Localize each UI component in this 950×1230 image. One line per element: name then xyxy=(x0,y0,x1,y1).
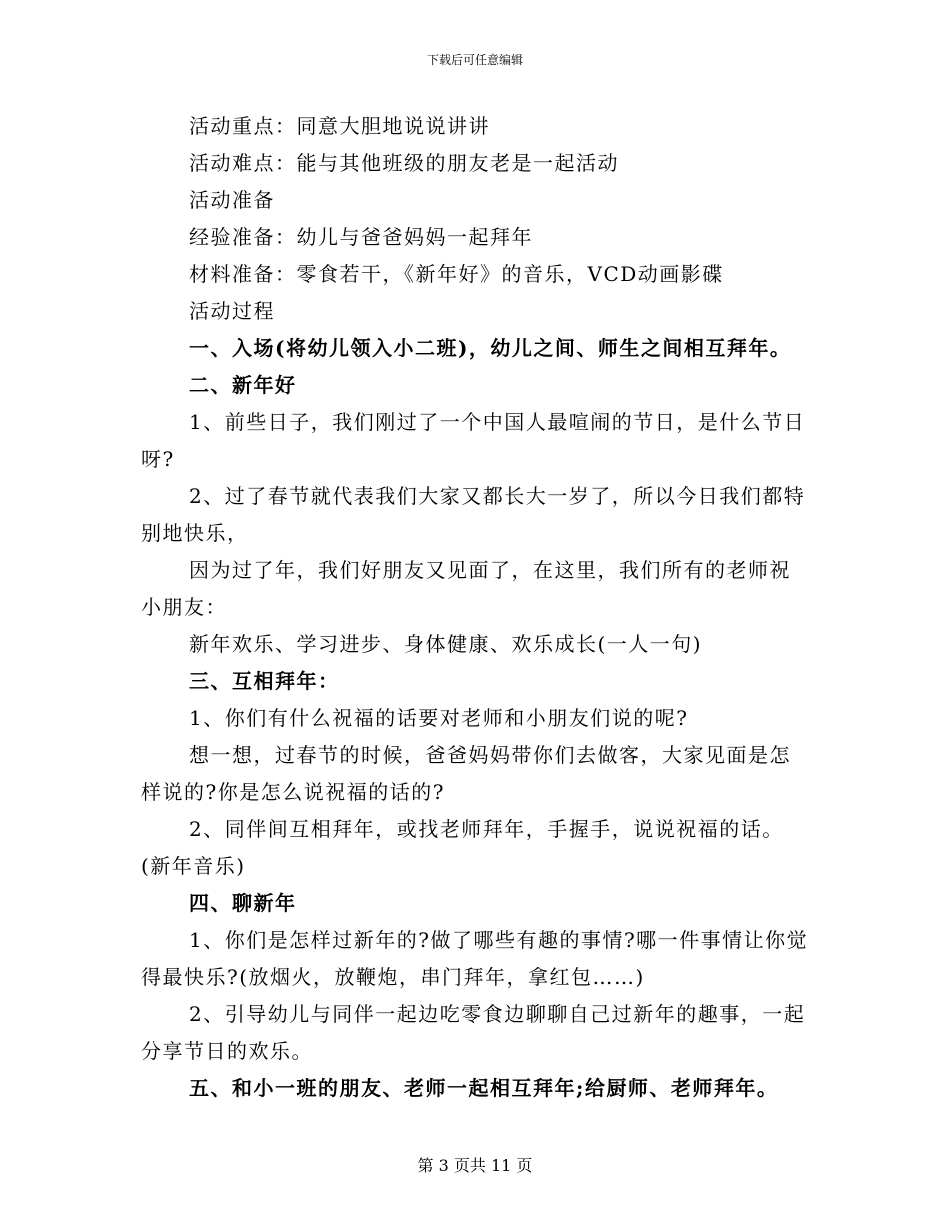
section-heading: 四、聊新年 xyxy=(189,891,297,915)
text-line: 小朋友： xyxy=(141,595,227,619)
text-line: 得最快乐?(放烟火，放鞭炮，串门拜年，拿红包……) xyxy=(141,965,645,989)
page-footer: 第 3 页共 11 页 xyxy=(417,1156,533,1175)
text-line: 2、过了春节就代表我们大家又都长大一岁了，所以今日我们都特 xyxy=(189,484,806,508)
text-line: 活动重点：同意大胆地说说讲讲 xyxy=(189,114,490,138)
text-line: 活动过程 xyxy=(189,299,275,323)
text-line: 2、同伴间互相拜年，或找老师拜年，手握手，说说祝福的话。 xyxy=(189,817,784,841)
text-line: 分享节日的欢乐。 xyxy=(141,1039,313,1063)
text-line: 活动难点：能与其他班级的朋友老是一起活动 xyxy=(189,151,619,175)
section-heading: 二、新年好 xyxy=(189,373,297,397)
document-body xyxy=(141,108,811,1107)
text-line: 想一想，过春节的时候，爸爸妈妈带你们去做客，大家见面是怎 xyxy=(189,743,791,767)
section-heading: 三、互相拜年： xyxy=(189,669,340,693)
page-header: 下载后可任意编辑 xyxy=(426,53,523,67)
text-line: 1、你们是怎样过新年的?做了哪些有趣的事情?哪一件事情让你觉 xyxy=(189,928,809,952)
text-line: 材料准备：零食若干，《新年好》的音乐，VCD动画影碟 xyxy=(189,262,724,286)
text-line: 呀? xyxy=(141,447,175,471)
text-line: 1、你们有什么祝福的话要对老师和小朋友们说的呢? xyxy=(189,706,689,730)
section-heading: 五、和小一班的朋友、老师一起相互拜年;给厨师、老师拜年。 xyxy=(189,1076,779,1100)
text-line: (新年音乐) xyxy=(141,854,246,878)
text-line: 经验准备：幼儿与爸爸妈妈一起拜年 xyxy=(189,225,533,249)
text-line: 别地快乐， xyxy=(141,521,249,545)
text-line: 因为过了年，我们好朋友又见面了，在这里，我们所有的老师祝 xyxy=(189,558,791,582)
text-line: 新年欢乐、学习进步、身体健康、欢乐成长(一人一句) xyxy=(189,632,703,656)
text-line: 1、前些日子，我们刚过了一个中国人最喧闹的节日，是什么节日 xyxy=(189,410,806,434)
text-line: 样说的?你是怎么说祝福的话的? xyxy=(141,780,445,804)
text-line: 2、引导幼儿与同伴一起边吃零食边聊聊自己过新年的趣事，一起 xyxy=(189,1002,806,1026)
section-heading: 一、入场(将幼儿领入小二班)，幼儿之间、师生之间相互拜年。 xyxy=(189,336,792,360)
text-line: 活动准备 xyxy=(189,188,275,212)
